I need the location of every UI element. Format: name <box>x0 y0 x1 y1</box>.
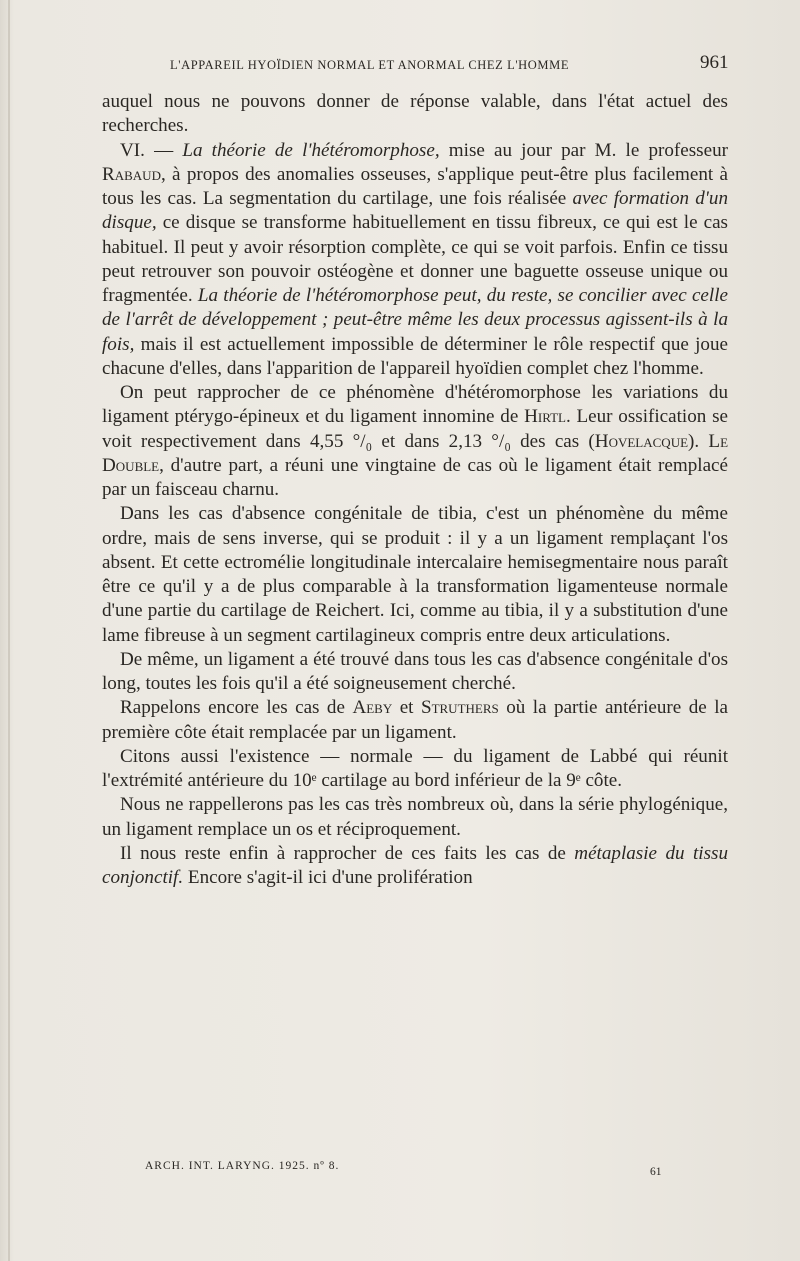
paragraph: De même, un ligament a été trouvé dans tous les cas d'absence congénitale d'os long, toutes les fois qu'il a été soigneusement cherché. <box>102 648 728 694</box>
page-edge <box>8 0 10 1261</box>
paragraph: Rappelons encore les cas de Aeby et Struthers où la partie antérieure de la première côte était remplacée par un ligament. <box>102 697 729 743</box>
paragraph: On peut rapprocher de ce phénomène d'hétéromorphose les variations du ligament ptérygo-épineux et du ligament innomine de Hirtl. Leur ossification se voit respectivement dans 4,55 °/₀ et dans 2,13 °/₀ des cas (Hovelacque). Le Double, d'autre part, a réuni une vingtaine de cas où le ligament était remplacé par un faisceau charnu. <box>102 382 729 500</box>
paragraph: auquel nous ne pouvons donner de réponse valable, dans l'état actuel des recherches. <box>102 91 728 137</box>
paragraph: Dans les cas d'absence congénitale de tibia, c'est un phénomène du même ordre, mais de sens inverse, qui se produit : il y a un ligament remplaçant l'os absent. Et cette ectromélie longitudinale intercalaire hemisegmentaire nous paraît être ce qu'il y a de plus comparable à la transformation ligamenteuse normale d'une partie du cartilage de Reichert. Ici, comme au tibia, il y a substitution d'une lame fibreuse à un segment cartilagineux compris entre deux articulations. <box>102 503 728 646</box>
paragraph: Citons aussi l'existence — normale — du ligament de Labbé qui réunit l'extrémité antérieure du 10ᵉ cartilage au bord inférieur de la 9ᵉ côte. <box>102 745 728 791</box>
author-name: Hovelacque <box>594 430 689 452</box>
author-name: Struthers <box>420 697 499 719</box>
running-header <box>170 52 770 73</box>
sheet-number: 61 <box>650 1166 662 1178</box>
page-number: 961 <box>700 52 729 73</box>
journal-citation: ARCH. INT. LARYNG. 1925. nº 8. <box>145 1160 340 1172</box>
paragraph: VI. — La théorie de l'hétéromorphose, mise au jour par M. le professeur Rabaud, à propos des anomalies osseuses, s'applique peut-être plus facilement à tous les cas. La segmentation du cartilage, une fois réalisée avec formation d'un disque, ce disque se transforme habituellement en tissu fibreux, ce qui est le cas habituel. Il peut y avoir résorption complète, ce qui se voit parfois. Enfin ce tissu peut retrouver son pouvoir ostéogène et donner une baguette osseuse unique ou fragmentée. La théorie de l'hétéromorphose peut, du reste, se concilier avec celle de l'arrêt de développement ; peut-être même les deux processus agissent-ils à la fois, mais il est actuellement impossible de déterminer le rôle respectif que joue chacune d'elles, dans l'apparition de l'appareil hyoïdien complet chez l'homme. <box>102 139 728 379</box>
running-title: L'APPAREIL HYOÏDIEN NORMAL ET ANORMAL CHEZ L'HOMME <box>170 58 570 72</box>
body-text <box>102 90 728 890</box>
author-name: Le Double <box>102 430 729 476</box>
paragraph: Nous ne rappellerons pas les cas très nombreux où, dans la série phylogénique, un ligament remplace un os et réciproquement. <box>102 794 728 840</box>
author-name: Hirtl <box>524 406 566 428</box>
author-name: Rabaud <box>102 163 161 185</box>
author-name: Aeby <box>352 697 393 719</box>
page-footer <box>145 1160 685 1178</box>
paragraph: Il nous reste enfin à rapprocher de ces faits les cas de métaplasie du tissu conjonctif. Encore s'agit-il ici d'une prolifération <box>102 842 728 888</box>
